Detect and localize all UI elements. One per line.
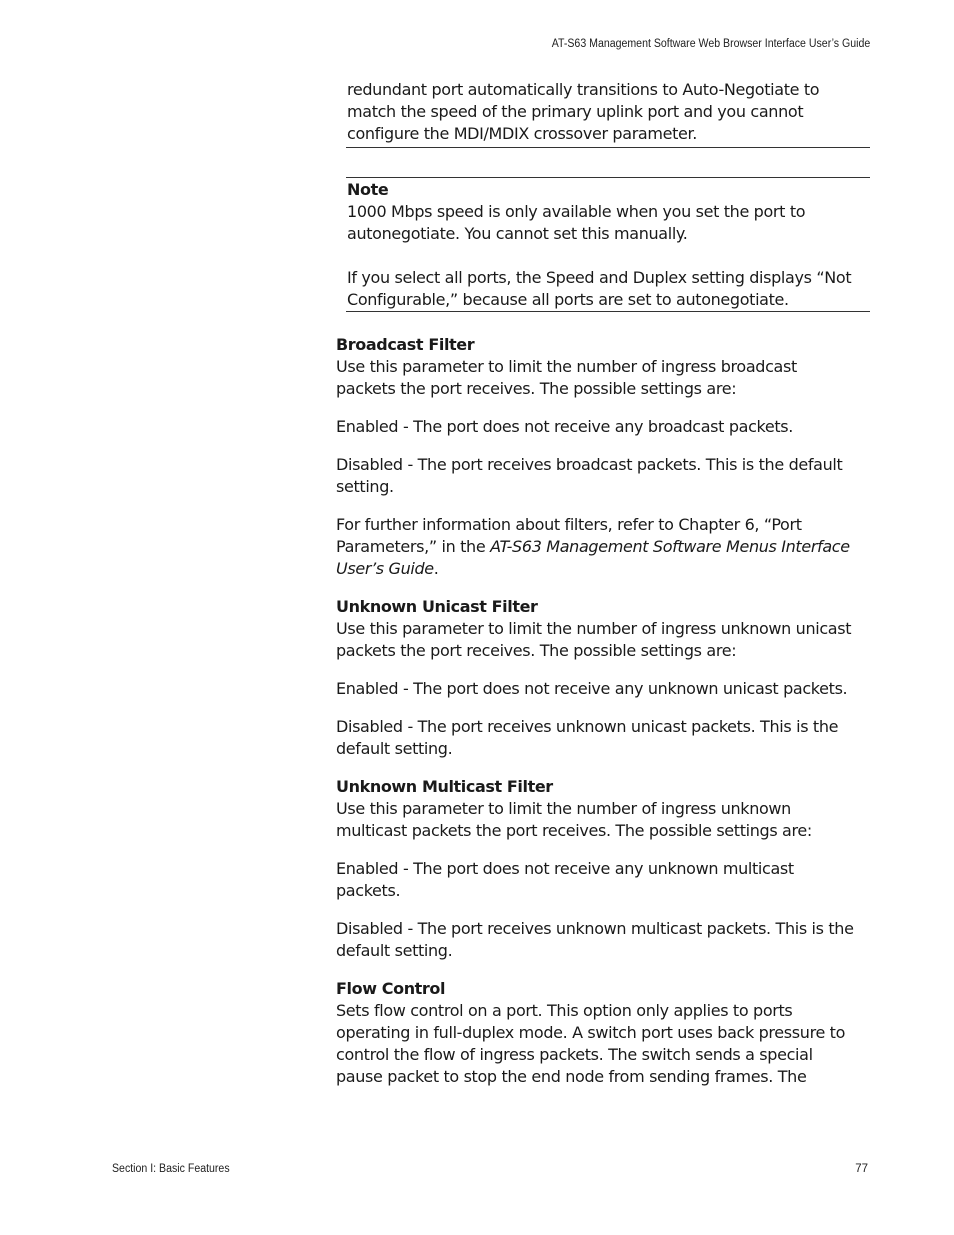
note-label: Note [347,180,389,199]
broadcast-intro: Use this parameter to limit the number of ingress broadcast packets the port receives. The possible settings are: [336,357,797,398]
rule-top-1 [346,147,870,148]
multicast-intro: Use this parameter to limit the number of ingress unknown multicast packets the port receives. The possible settings are: [336,799,812,840]
continuation-paragraph [347,79,870,145]
unicast-intro: Use this parameter to limit the number of ingress unknown unicast packets the port receives. The possible settings are: [336,619,852,660]
continuation-text: redundant port automatically transitions to Auto-Negotiate to match the speed of the primary uplink port and you cannot configure the MDI/MDIX crossover parameter. [347,80,820,143]
running-header: AT-S63 Management Software Web Browser Interface User’s Guide [551,38,870,50]
note-para-1: 1000 Mbps speed is only available when you set the port to autonegotiate. You cannot set this manually. [347,202,806,243]
multicast-enabled: Enabled - The port does not receive any unknown multicast packets. [336,859,794,900]
guide-title: AT-S63 Management Software Menus Interface User’s Guide [336,537,850,578]
flow-text: Sets flow control on a port. This option only applies to ports operating in full-duplex mode. A switch port uses back pressure to control the flow of ingress packets. The switch sends a special pause packet to stop the end node from sending frames. The [336,1001,846,1086]
note-para-2: If you select all ports, the Speed and Duplex setting displays “Not Configurable,” because all ports are set to autonegotiate. [347,268,852,309]
broadcast-disabled: Disabled - The port receives broadcast packets. This is the default setting. [336,455,843,496]
unicast-disabled: Disabled - The port receives unknown unicast packets. This is the default setting. [336,717,839,758]
note-rule-bottom [346,311,870,312]
unicast-enabled: Enabled - The port does not receive any unknown unicast packets. [336,679,848,698]
flow-heading: Flow Control [336,979,446,998]
note-rule-top [346,177,870,178]
footer-section: Section I: Basic Features [112,1163,230,1175]
multicast-disabled: Disabled - The port receives unknown multicast packets. This is the default setting. [336,919,854,960]
broadcast-heading: Broadcast Filter [336,335,475,354]
note-box [347,179,870,311]
further-post: . [433,559,439,578]
main-content [336,334,856,1088]
broadcast-enabled: Enabled - The port does not receive any broadcast packets. [336,417,794,436]
multicast-heading: Unknown Multicast Filter [336,777,553,796]
page-number: 77 [855,1163,868,1175]
unicast-heading: Unknown Unicast Filter [336,597,538,616]
further-pre: For further information about filters, refer to Chapter 6, “Port Parameters,” in the [336,515,802,556]
broadcast-further-info [336,514,856,580]
